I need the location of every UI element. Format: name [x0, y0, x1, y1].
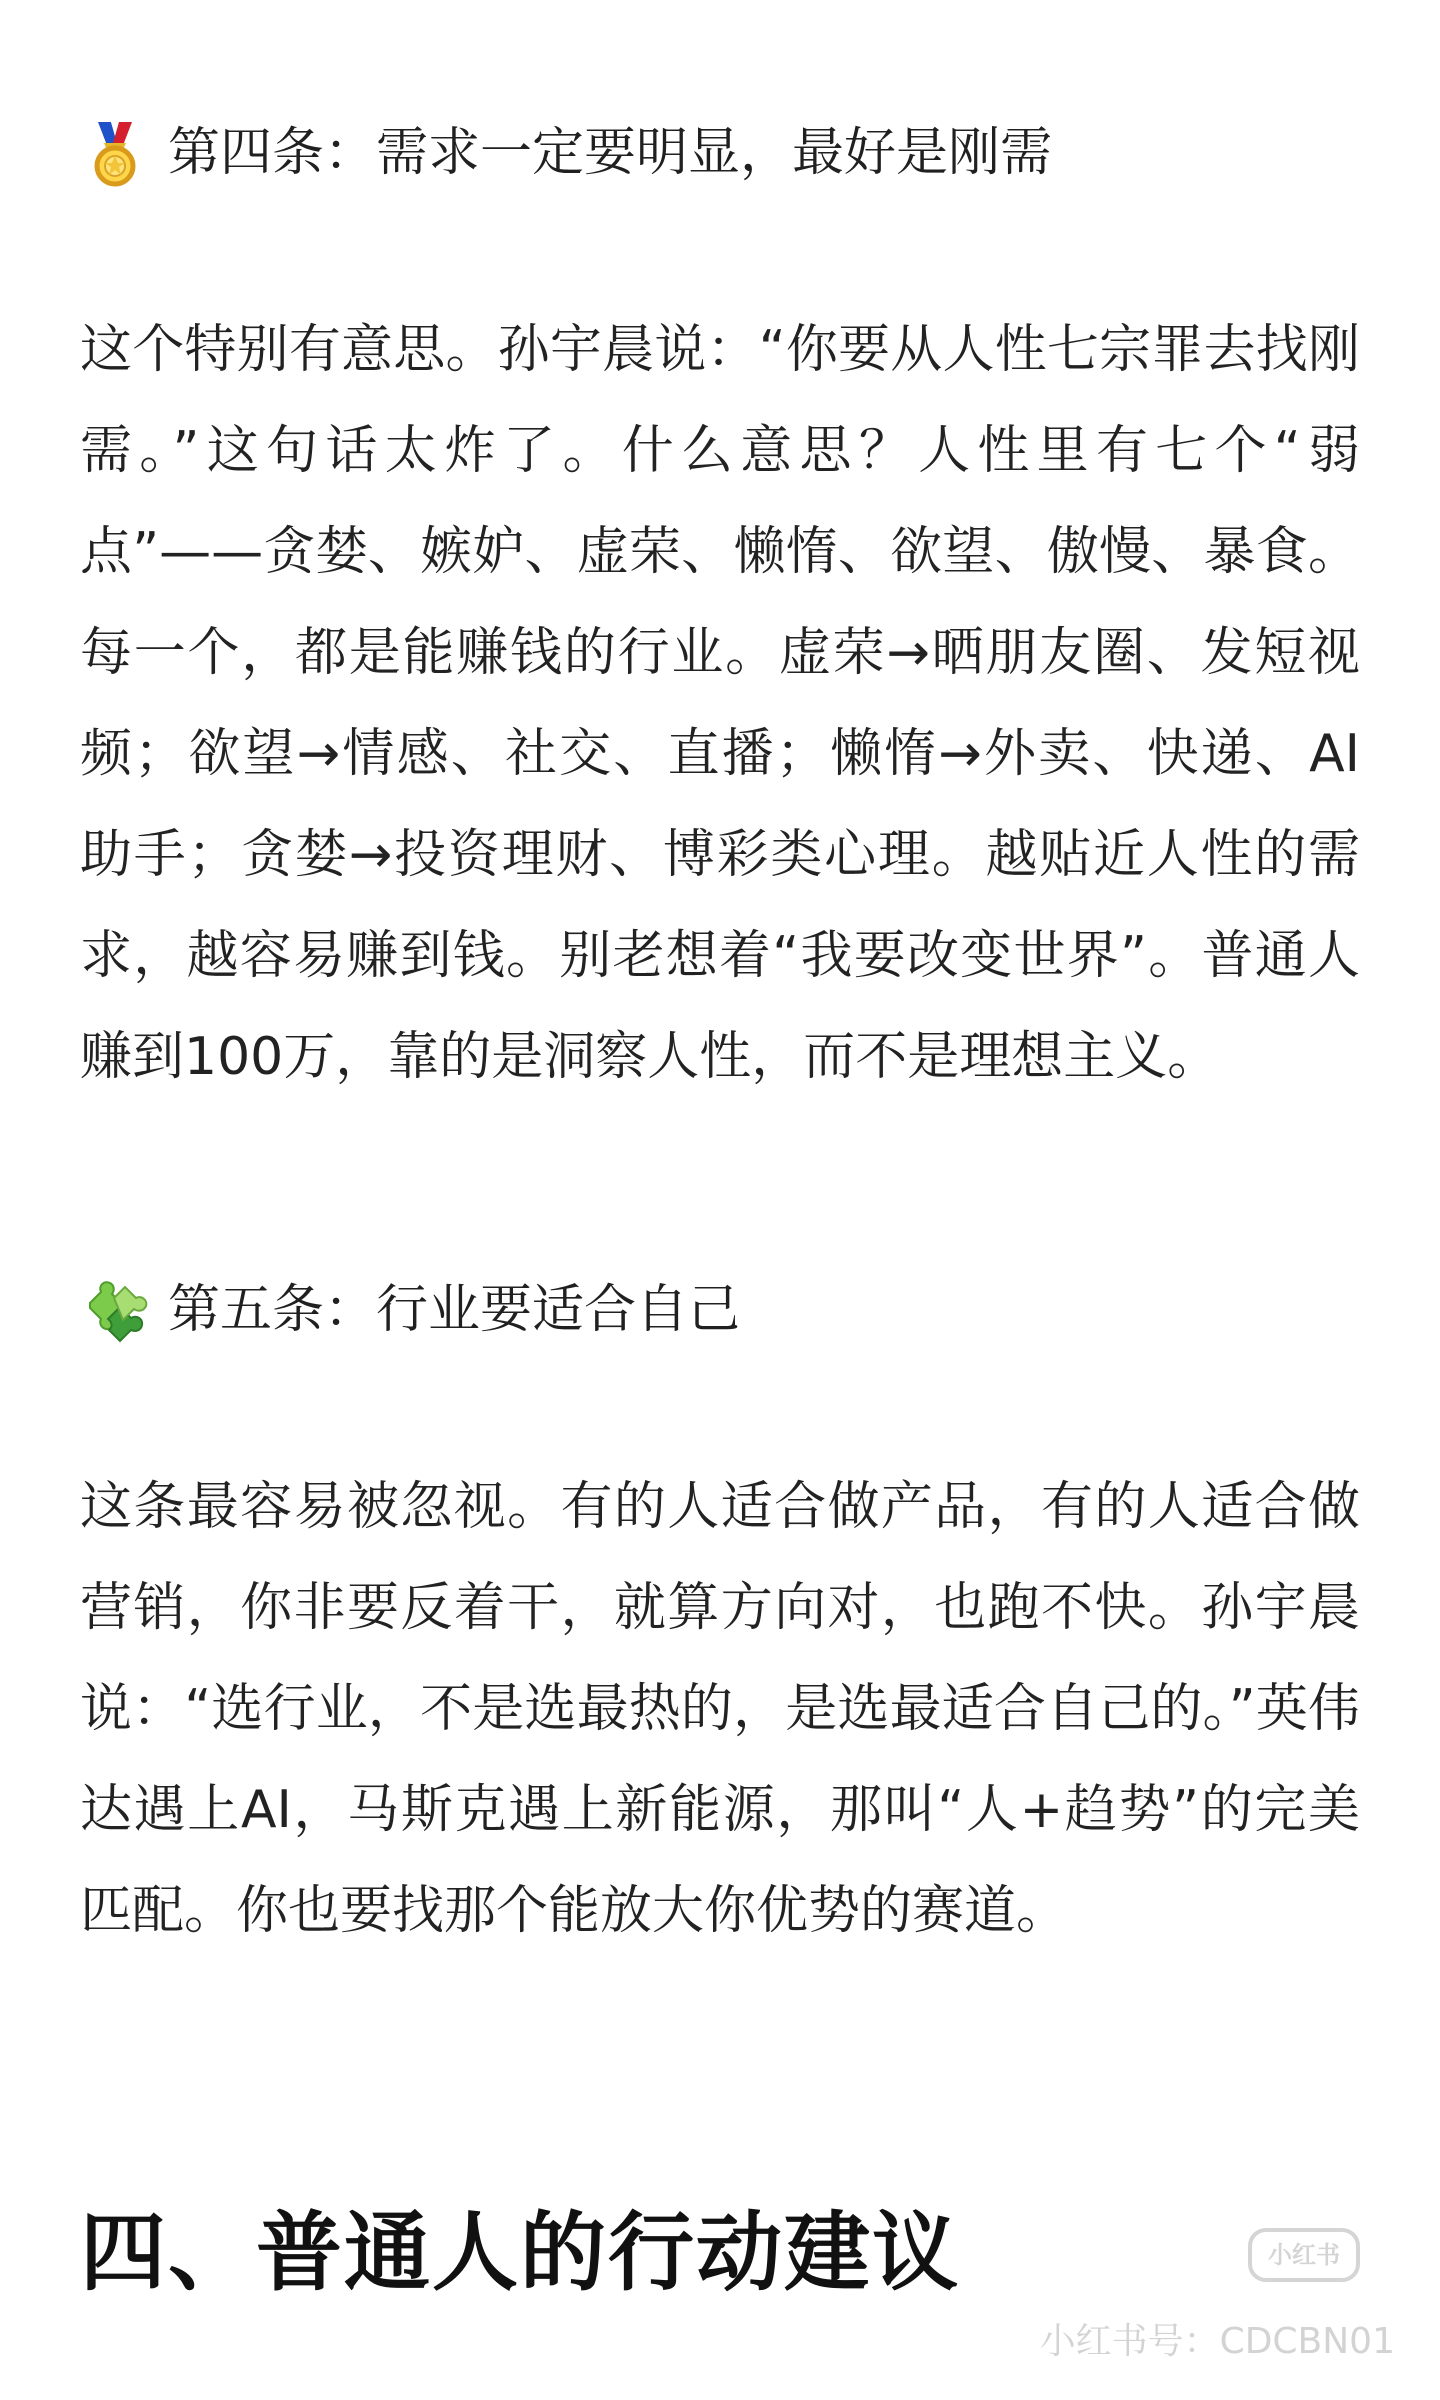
paragraph-rule-four: 这个特别有意思。孙宇晨说：“你要从人性七宗罪去找刚需。”这句话太炸了。什么意思？人性里有七个“弱点”——贪婪、嫉妒、虚荣、懒惰、欲望、傲慢、暴食。每一个，都是能赚钱的行业。虚荣→晒朋友圈、发短视频；欲望→情感、社交、直播；懒惰→外卖、快递、AI助手；贪婪→投资理财、博彩类心理。越贴近人性的需求，越容易赚到钱。别老想着“我要改变世界”。普通人赚到100万，靠的是洞察人性，而不是理想主义。: [80, 320, 1360, 1087]
paragraph-rule-five: 这条最容易被忽视。有的人适合做产品，有的人适合做营销，你非要反着干，就算方向对，也跑不快。孙宇晨说：“选行业，不是选最热的，是选最适合自己的。”英伟达遇上AI，马斯克遇上新能源，那叫“人+趋势”的完美匹配。你也要找那个能放大你优势的赛道。: [80, 1477, 1360, 1941]
section-heading-rule-five: [80, 1260, 740, 1360]
watermark-logo: 小红书: [1248, 2228, 1360, 2282]
section-title-rule-five: 第五条：行业要适合自己: [168, 1280, 741, 1340]
watermark-id: 小红书号：CDCBN01: [1039, 2321, 1395, 2362]
medal-icon: [80, 118, 150, 188]
puzzle-piece-icon: [80, 1275, 150, 1345]
xiaohongshu-watermark: [1039, 2228, 1395, 2378]
article-content: [80, 0, 1360, 2400]
major-section-heading: 四、普通人的行动建议: [80, 2203, 960, 2304]
section-heading-rule-four: [80, 103, 1052, 203]
section-title-rule-four: 第四条：需求一定要明显，最好是刚需: [168, 123, 1053, 183]
